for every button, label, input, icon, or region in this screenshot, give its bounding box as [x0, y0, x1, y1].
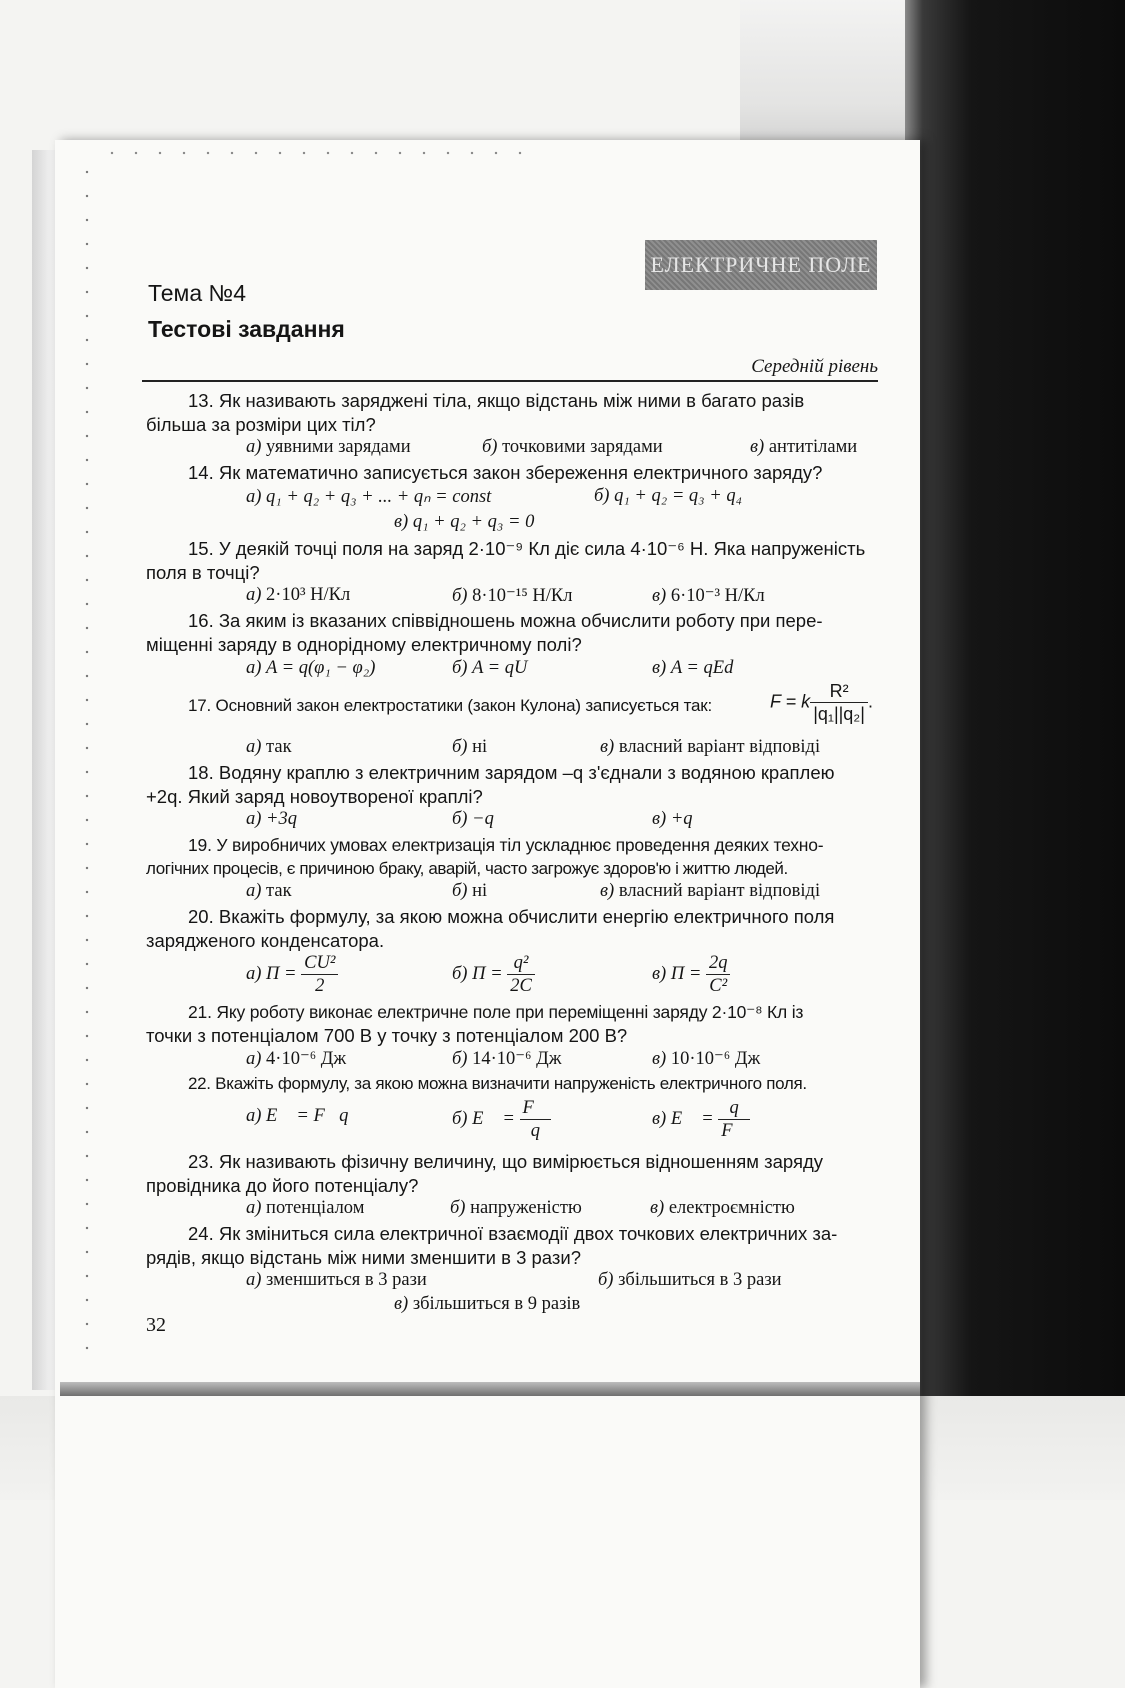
option-c	[652, 1097, 750, 1142]
option-a	[246, 1048, 346, 1070]
header-rule	[142, 380, 878, 382]
option-text: точковими зарядами	[502, 437, 663, 457]
formula-denominator: F⃗	[721, 1121, 747, 1141]
formula-lhs: E⃗ =	[670, 1108, 714, 1129]
section-title: Тестові завдання	[148, 316, 345, 342]
question-text: провідника до його потенціалу?	[146, 1175, 419, 1196]
question-text: 23. Як називають фізичну величину, що вимірюється відношенням заряду	[188, 1151, 824, 1172]
option-b	[452, 881, 487, 902]
option-a	[246, 658, 375, 679]
option-c	[652, 658, 733, 679]
option-c	[394, 512, 534, 533]
option-letter: в)	[600, 881, 615, 901]
option-c	[750, 437, 857, 458]
question-text: 19. У виробничих умовах електризація тіл ускладнює проведення деяких техно-	[188, 835, 824, 855]
formula-numerator: R²	[810, 680, 868, 703]
option-text: +q	[670, 809, 693, 829]
page-number: 32	[146, 1314, 166, 1336]
option-text: E⃗ = F⃗q	[266, 1106, 349, 1126]
option-letter: в)	[652, 586, 667, 606]
option-text: ні	[472, 881, 488, 901]
option-letter: а)	[246, 1049, 262, 1069]
option-text: електроємністю	[668, 1198, 795, 1218]
option-a	[246, 437, 411, 458]
option-letter: в)	[652, 658, 667, 678]
option-text: 6·10⁻³ Н/Кл	[670, 586, 765, 606]
formula-numerator: 2q	[706, 952, 731, 975]
question-text: 18. Водяну краплю з електричним зарядом –q з'єднали з водяною краплею	[188, 762, 835, 783]
option-b	[598, 1270, 782, 1291]
question-text: 15. У деякій точці поля на заряд 2·10⁻⁹ Кл діє сила 4·10⁻⁶ Н. Яка напруженість	[188, 538, 866, 559]
option-letter: б)	[452, 658, 468, 678]
option-a	[246, 1198, 364, 1219]
option-b	[452, 737, 487, 758]
question-text: міщенні заряду в однорідному електричному полі?	[146, 634, 582, 655]
option-c	[652, 1048, 760, 1070]
scan-background-dark	[905, 0, 1125, 1500]
option-a	[246, 585, 350, 606]
option-c	[600, 737, 820, 758]
option-text: зменшиться в 3 рази	[266, 1270, 427, 1290]
option-a	[246, 737, 292, 758]
option-text: A = qU	[472, 658, 528, 678]
option-letter: в)	[652, 1108, 667, 1129]
option-letter: б)	[450, 1198, 466, 1218]
option-text: 8·10⁻¹⁵ Н/Кл	[472, 586, 573, 606]
option-c	[652, 585, 765, 607]
question-text: 13. Як називають заряджені тіла, якщо відстань між ними в багато разів	[188, 390, 805, 411]
formula-denominator: |q₁||q₂|	[813, 704, 865, 724]
option-b	[482, 437, 663, 458]
option-a	[246, 1106, 348, 1127]
page-bottom-edge	[60, 1382, 920, 1396]
option-text: збільшиться в 3 рази	[618, 1270, 782, 1290]
topic-number: Тема №4	[148, 280, 247, 306]
question-text: логічних процесів, є причиною браку, аварій, часто загрожує здоров'ю і життю людей.	[146, 859, 788, 878]
question-text: точки з потенціалом 700 В у точку з потенціалом 200 В?	[146, 1025, 628, 1046]
option-text: 2·10³ Н/Кл	[266, 585, 351, 605]
option-letter: б)	[452, 881, 468, 901]
question-text: 17. Основний закон електростатики (закон Кулона) записується так:	[188, 696, 713, 715]
question-text: поля в точці?	[146, 562, 260, 583]
top-dots	[100, 148, 540, 158]
option-b	[452, 585, 572, 607]
formula-lhs: П =	[670, 963, 702, 984]
option-letter: б)	[452, 586, 468, 606]
option-letter: б)	[452, 737, 468, 757]
difficulty-level: Середній рівень	[751, 356, 878, 377]
option-a	[246, 486, 491, 508]
question-text: 16. За яким із вказаних співвідношень можна обчислити роботу при пере-	[188, 610, 823, 631]
question-text: 20. Вкажіть формулу, за якою можна обчислити енергію електричного поля	[188, 906, 835, 927]
option-text: −q	[472, 809, 494, 829]
formula-denominator: 2	[315, 976, 325, 996]
formula-numerator: F⃗	[520, 1097, 552, 1120]
option-letter: а)	[246, 437, 262, 457]
question-text: 24. Як зміниться сила електричної взаємодії двох точкових електричних за-	[188, 1223, 838, 1244]
option-text: A = q(φ₁ − φ₂)	[266, 658, 376, 678]
formula-lhs: E⃗ =	[472, 1108, 515, 1129]
option-letter: в)	[394, 1294, 409, 1314]
option-c	[394, 1294, 580, 1315]
option-letter: б)	[452, 963, 468, 984]
option-letter: а)	[246, 487, 262, 507]
option-text: потенціалом	[266, 1198, 365, 1218]
option-text: q₁ + q₂ + q₃ + ... + qₙ = const	[266, 487, 492, 507]
option-b	[594, 486, 742, 507]
option-text: так	[266, 737, 292, 757]
option-c	[652, 952, 730, 997]
option-a	[246, 809, 297, 830]
formula-lhs: П =	[472, 963, 503, 984]
option-text: +3q	[266, 809, 298, 829]
formula-numerator: CU²	[301, 952, 338, 975]
option-letter: а)	[246, 1198, 262, 1218]
option-letter: б)	[598, 1270, 614, 1290]
option-text: напруженістю	[470, 1198, 582, 1218]
formula-denominator: 2C	[510, 976, 532, 996]
option-text: ні	[472, 737, 488, 757]
option-text: 4·10⁻⁶ Дж	[266, 1049, 347, 1069]
option-letter: в)	[652, 1049, 667, 1069]
topic-banner: ЕЛЕКТРИЧНЕ ПОЛЕ	[645, 240, 877, 290]
option-b	[452, 809, 494, 830]
option-a	[246, 952, 338, 997]
formula-numerator: q	[718, 1097, 750, 1120]
question-text: рядів, якщо відстань між ними зменшити в 3 рази?	[146, 1247, 581, 1268]
question-text: 14. Як математично записується закон збереження електричного заряду?	[188, 462, 823, 483]
option-text: q₁ + q₂ = q₃ + q₄	[614, 486, 743, 506]
coulomb-formula: F = k $\frac{\text{R²}}{\text{|q₁||q₂|}}$ .	[770, 681, 873, 724]
option-text: уявними зарядами	[266, 437, 411, 457]
option-letter: а)	[246, 1106, 262, 1126]
option-letter: а)	[246, 963, 262, 984]
option-letter: б)	[594, 486, 610, 506]
option-text: так	[266, 881, 292, 901]
option-letter: а)	[246, 1270, 262, 1290]
option-text: збільшиться в 9 разів	[412, 1294, 581, 1314]
option-b	[452, 1097, 551, 1142]
question-text: більша за розміри цих тіл?	[146, 414, 376, 435]
option-a	[246, 1270, 427, 1291]
formula-lhs: F = k	[770, 691, 811, 712]
option-letter: в)	[652, 963, 667, 984]
option-text: антитілами	[768, 437, 858, 457]
option-letter: в)	[650, 1198, 665, 1218]
question-text: +2q. Який заряд новоутвореної краплі?	[146, 786, 483, 807]
formula-denominator: C²	[709, 976, 728, 996]
option-text: 14·10⁻⁶ Дж	[472, 1049, 562, 1069]
option-letter: б)	[482, 437, 498, 457]
option-a	[246, 881, 292, 902]
option-c	[600, 881, 820, 902]
option-letter: а)	[246, 809, 262, 829]
formula-numerator: q²	[507, 952, 535, 975]
formula-lhs: П =	[266, 963, 297, 984]
option-c	[652, 809, 693, 830]
option-letter: а)	[246, 658, 262, 678]
option-c	[650, 1198, 795, 1219]
option-text: 10·10⁻⁶ Дж	[670, 1049, 761, 1069]
option-letter: в)	[750, 437, 765, 457]
option-b	[450, 1198, 582, 1219]
option-letter: а)	[246, 585, 262, 605]
option-letter: б)	[452, 1049, 468, 1069]
option-b	[452, 1048, 562, 1070]
option-text: q₁ + q₂ + q₃ = 0	[412, 512, 535, 532]
option-letter: б)	[452, 809, 468, 829]
option-letter: б)	[452, 1108, 468, 1129]
option-text: A = qEd	[670, 658, 734, 678]
option-letter: а)	[246, 737, 262, 757]
option-text: власний варіант відповіді	[618, 881, 821, 901]
option-text: власний варіант відповіді	[618, 737, 821, 757]
option-letter: в)	[600, 737, 615, 757]
option-b	[452, 658, 527, 679]
option-b	[452, 952, 535, 997]
binding-dots	[82, 160, 92, 1360]
option-letter: в)	[652, 809, 667, 829]
question-text: 22. Вкажіть формулу, за якою можна визначити напруженість електричного поля.	[188, 1074, 807, 1093]
option-letter: а)	[246, 881, 262, 901]
question-text: зарядженого конденсатора.	[146, 930, 385, 951]
question-text: 21. Яку роботу виконає електричне поле при переміщенні заряду 2·10⁻⁸ Кл із	[188, 1002, 804, 1022]
option-letter: в)	[394, 512, 409, 532]
formula-denominator: q	[530, 1121, 540, 1141]
